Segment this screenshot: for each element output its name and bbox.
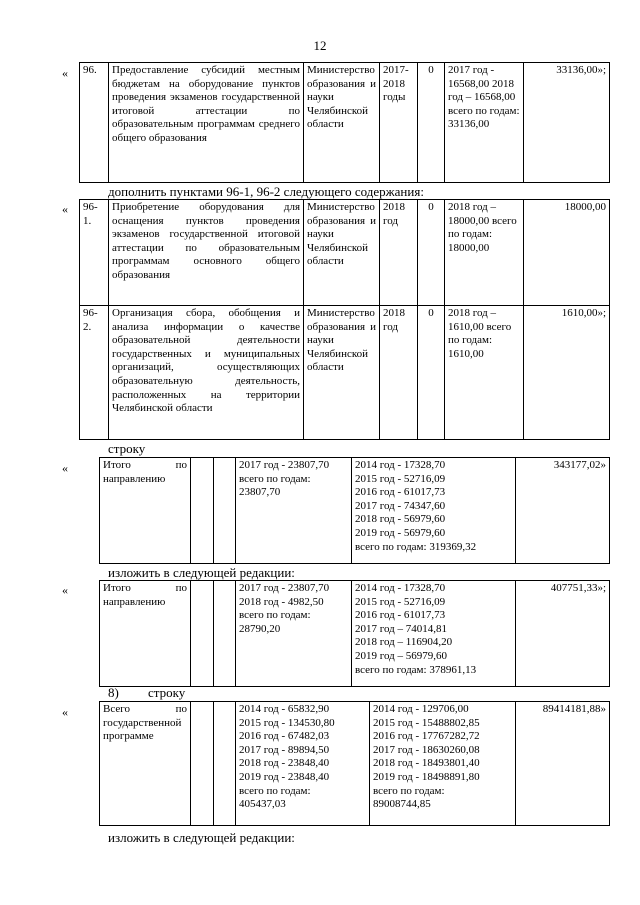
itogo-funds: 2017 год - 23807,70 2018 год - 4982,50 всего по годам: 28790,20 <box>236 581 352 687</box>
row-years: 2018 год <box>380 306 418 440</box>
empty-cell <box>191 458 214 564</box>
row-funds: 2017 год - 16568,00 2018 год – 16568,00 всего по годам: 33136,00 <box>445 63 524 183</box>
row-funds: 2018 год – 18000,00 всего по годам: 18000,00 <box>445 200 524 306</box>
itogo-total: 407751,33»; <box>516 581 610 687</box>
row-funds: 2018 год – 1610,00 всего по годам: 1610,00 <box>445 306 524 440</box>
row-number: 96-2. <box>80 306 109 440</box>
row-zero: 0 <box>418 200 445 306</box>
vsego-funds-total: 2014 год - 129706,00 2015 год - 15488802,85 2016 год - 17767282,72 2017 год - 18630260,08 2018 год - 18493801,40 2019 год - 18498891,80 всего по годам: 89008744,85 <box>370 702 516 826</box>
table-rows-96-1-96-2 <box>79 199 610 440</box>
row-total: 33136,00»; <box>524 63 610 183</box>
row-description: Предоставление субсидий местным бюджетам на оборудование пунктов проведения экзаменов государственной итоговой аттестации по образовательным программам среднего общего образования <box>109 63 304 183</box>
itogo-label: Итого по направлению <box>100 581 191 687</box>
row-description: Организация сбора, обобщения и анализа информации о качестве образовательной деятельности государственных и муниципальных организаций, осуществляющих образовательную деятельность, расположенных на территории Челябинской области <box>109 306 304 440</box>
paragraph-item-8: 8) <box>108 685 119 700</box>
table-vsego <box>99 701 610 826</box>
quote-mark: « <box>62 66 68 80</box>
itogo-funds-by-year: 2014 год - 17328,70 2015 год - 52716,09 2016 год - 61017,73 2017 год – 74014,81 2018 год – 116904,20 2019 год – 56979,60 всего по годам: 378961,13 <box>352 581 516 687</box>
page-number: 12 <box>313 38 327 53</box>
table-itogo-old <box>99 457 610 564</box>
itogo-total: 343177,02» <box>516 458 610 564</box>
row-zero: 0 <box>418 306 445 440</box>
vsego-funds: 2014 год - 65832,90 2015 год - 134530,80 2016 год - 67482,03 2017 год - 89894,50 2018 год - 23848,40 2019 год - 23848,40 всего по годам: 405437,03 <box>236 702 370 826</box>
paragraph-stroku: строку <box>108 441 146 456</box>
itogo-funds: 2017 год - 23807,70 всего по годам: 23807,70 <box>236 458 352 564</box>
empty-cell <box>191 581 214 687</box>
row-years: 2018 год <box>380 200 418 306</box>
table-row-96 <box>79 62 610 183</box>
row-executor: Министерство образования и науки Челябинской области <box>304 306 380 440</box>
row-executor: Министерство образования и науки Челябинской области <box>304 200 380 306</box>
itogo-funds-by-year: 2014 год - 17328,70 2015 год - 52716,09 2016 год - 61017,73 2017 год - 74347,60 2018 год - 56979,60 2019 год - 56979,60 всего по годам: 319369,32 <box>352 458 516 564</box>
empty-cell <box>214 702 236 826</box>
table-itogo-new <box>99 580 610 687</box>
row-years: 2017-2018 годы <box>380 63 418 183</box>
paragraph-izlozhit: изложить в следующей редакции: <box>108 565 295 580</box>
empty-cell <box>191 702 214 826</box>
row-description: Приобретение оборудования для оснащения пунктов проведения экзаменов государственной итоговой аттестации по образовательным программам основного общего образования <box>109 200 304 306</box>
empty-cell <box>214 458 236 564</box>
paragraph-stroku: строку <box>148 685 186 700</box>
quote-mark: « <box>62 461 68 475</box>
row-total: 18000,00 <box>524 200 610 306</box>
empty-cell <box>214 581 236 687</box>
vsego-total: 89414181,88» <box>516 702 610 826</box>
quote-mark: « <box>62 202 68 216</box>
paragraph-izlozhit: изложить в следующей редакции: <box>108 830 295 845</box>
vsego-label: Всего по государственной программе <box>100 702 191 826</box>
paragraph-add: дополнить пунктами 96-1, 96-2 следующего содержания: <box>108 184 424 199</box>
row-number: 96. <box>80 63 109 183</box>
row-number: 96-1. <box>80 200 109 306</box>
row-executor: Министерство образования и науки Челябинской области <box>304 63 380 183</box>
quote-mark: « <box>62 583 68 597</box>
itogo-label: Итого по направлению <box>100 458 191 564</box>
row-total: 1610,00»; <box>524 306 610 440</box>
row-zero: 0 <box>418 63 445 183</box>
quote-mark: « <box>62 705 68 719</box>
